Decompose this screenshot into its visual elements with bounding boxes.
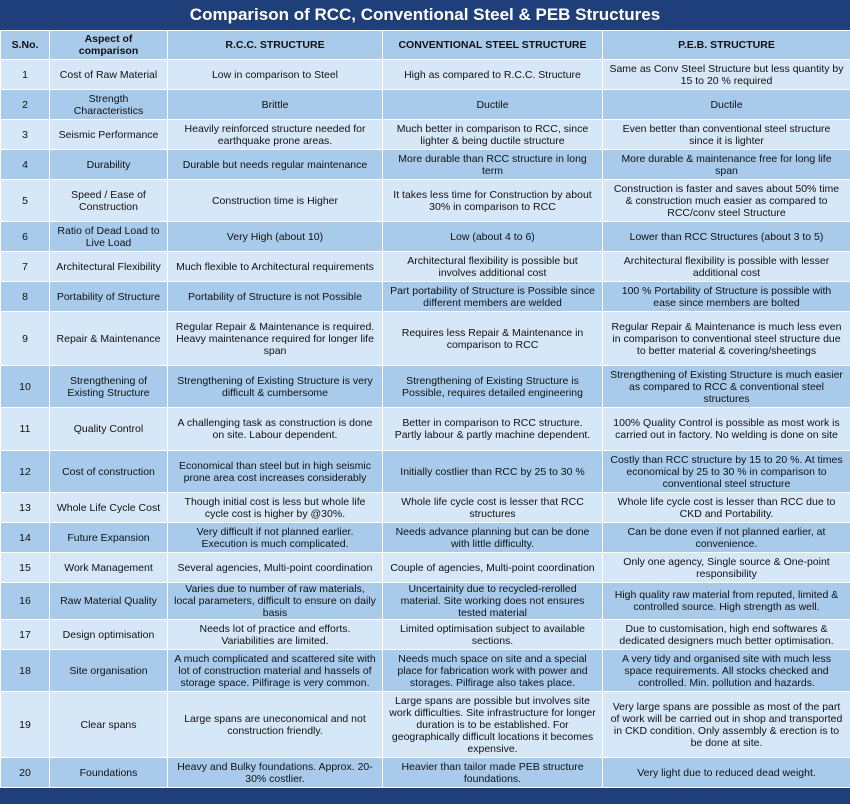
table-row [1, 60, 850, 90]
cell-steel: Ductile [383, 90, 603, 120]
cell-rcc: Varies due to number of raw materials, local parameters, difficult to ensure on daily basis [168, 583, 383, 620]
cell-steel: High as compared to R.C.C. Structure [383, 60, 603, 90]
comparison-table [0, 30, 850, 788]
cell-sno: 11 [1, 408, 50, 451]
table-row [1, 493, 850, 523]
table-row [1, 150, 850, 180]
table-header-row [1, 31, 850, 60]
cell-steel: Initially costlier than RCC by 25 to 30 % [383, 451, 603, 493]
cell-aspect: Site organisation [50, 650, 168, 692]
cell-rcc: Low in comparison to Steel [168, 60, 383, 90]
cell-steel: Requires less Repair & Maintenance in comparison to RCC [383, 312, 603, 366]
cell-steel: Whole life cycle cost is lesser that RCC structures [383, 493, 603, 523]
cell-rcc: Construction time is Higher [168, 180, 383, 222]
cell-aspect: Portability of Structure [50, 282, 168, 312]
cell-peb: Same as Conv Steel Structure but less quantity by 15 to 20 % required [603, 60, 850, 90]
header-sno: S.No. [1, 31, 50, 60]
cell-aspect: Quality Control [50, 408, 168, 451]
cell-aspect: Seismic Performance [50, 120, 168, 150]
cell-aspect: Whole Life Cycle Cost [50, 493, 168, 523]
cell-peb: Strengthening of Existing Structure is much easier as compared to RCC & conventional steel structures [603, 366, 850, 408]
cell-aspect: Clear spans [50, 692, 168, 758]
cell-rcc: Portability of Structure is not Possible [168, 282, 383, 312]
cell-steel: Large spans are possible but involves site work difficulties. Site infrastructure for longer duration is to be established. For geographically difficult locations it becomes expensive. [383, 692, 603, 758]
cell-sno: 3 [1, 120, 50, 150]
cell-peb: A very tidy and organised site with much less space requirements. All stocks checked and controlled. Min. pollution and hazards. [603, 650, 850, 692]
table-row [1, 180, 850, 222]
cell-steel: Part portability of Structure is Possible since different members are welded [383, 282, 603, 312]
cell-sno: 12 [1, 451, 50, 493]
cell-sno: 9 [1, 312, 50, 366]
cell-steel: Couple of agencies, Multi-point coordination [383, 553, 603, 583]
cell-steel: Low (about 4 to 6) [383, 222, 603, 252]
cell-peb: Regular Repair & Maintenance is much less even in comparison to conventional steel structure due to better material & covering/sheetings [603, 312, 850, 366]
cell-rcc: Very High (about 10) [168, 222, 383, 252]
cell-peb: Only one agency, Single source & One-point responsibility [603, 553, 850, 583]
cell-steel: Heavier than tailor made PEB structure foundations. [383, 758, 603, 788]
table-row [1, 222, 850, 252]
cell-aspect: Durability [50, 150, 168, 180]
cell-aspect: Work Management [50, 553, 168, 583]
header-peb: P.E.B. STRUCTURE [603, 31, 850, 60]
table-row [1, 692, 850, 758]
table-row [1, 523, 850, 553]
cell-aspect: Architectural Flexibility [50, 252, 168, 282]
table-row [1, 408, 850, 451]
table-row [1, 120, 850, 150]
cell-rcc: Heavily reinforced structure needed for earthquake prone areas. [168, 120, 383, 150]
cell-rcc: Regular Repair & Maintenance is required. Heavy maintenance required for longer life span [168, 312, 383, 366]
cell-rcc: Brittle [168, 90, 383, 120]
cell-aspect: Foundations [50, 758, 168, 788]
page-title: Comparison of RCC, Conventional Steel & PEB Structures [0, 0, 850, 30]
table-row [1, 90, 850, 120]
header-rcc: R.C.C. STRUCTURE [168, 31, 383, 60]
cell-peb: High quality raw material from reputed, limited & controlled source. High strength as well. [603, 583, 850, 620]
cell-peb: Ductile [603, 90, 850, 120]
cell-peb: Can be done even if not planned earlier, at convenience. [603, 523, 850, 553]
cell-sno: 17 [1, 620, 50, 650]
cell-rcc: Heavy and Bulky foundations. Approx. 20-30% costlier. [168, 758, 383, 788]
cell-aspect: Speed / Ease of Construction [50, 180, 168, 222]
cell-steel: Needs advance planning but can be done with little difficulty. [383, 523, 603, 553]
cell-steel: Strengthening of Existing Structure is Possible, requires detailed engineering [383, 366, 603, 408]
table-row [1, 650, 850, 692]
cell-aspect: Ratio of Dead Load to Live Load [50, 222, 168, 252]
cell-sno: 7 [1, 252, 50, 282]
cell-steel: Uncertainity due to recycled-rerolled material. Site working does not ensures tested material [383, 583, 603, 620]
cell-rcc: Though initial cost is less but whole life cycle cost is higher by @30%. [168, 493, 383, 523]
cell-sno: 15 [1, 553, 50, 583]
cell-sno: 13 [1, 493, 50, 523]
header-aspect: Aspect of comparison [50, 31, 168, 60]
cell-peb: Whole life cycle cost is lesser than RCC due to CKD and Portability. [603, 493, 850, 523]
cell-peb: Architectural flexibility is possible with lesser additional cost [603, 252, 850, 282]
cell-sno: 18 [1, 650, 50, 692]
header-steel: CONVENTIONAL STEEL STRUCTURE [383, 31, 603, 60]
cell-sno: 16 [1, 583, 50, 620]
cell-aspect: Design optimisation [50, 620, 168, 650]
cell-steel: Much better in comparison to RCC, since lighter & being ductile structure [383, 120, 603, 150]
cell-aspect: Repair & Maintenance [50, 312, 168, 366]
cell-sno: 20 [1, 758, 50, 788]
table-row [1, 312, 850, 366]
cell-sno: 1 [1, 60, 50, 90]
cell-steel: It takes less time for Construction by about 30% in comparison to RCC [383, 180, 603, 222]
cell-peb: Construction is faster and saves about 50% time & construction much easier as compared to RCC/conv steel Structure [603, 180, 850, 222]
table-row [1, 620, 850, 650]
cell-sno: 8 [1, 282, 50, 312]
cell-sno: 14 [1, 523, 50, 553]
cell-sno: 5 [1, 180, 50, 222]
cell-sno: 6 [1, 222, 50, 252]
cell-rcc: Much flexible to Architectural requirements [168, 252, 383, 282]
cell-peb: Very light due to reduced dead weight. [603, 758, 850, 788]
table-row [1, 366, 850, 408]
table-row [1, 451, 850, 493]
cell-sno: 19 [1, 692, 50, 758]
cell-aspect: Raw Material Quality [50, 583, 168, 620]
cell-peb: Lower than RCC Structures (about 3 to 5) [603, 222, 850, 252]
cell-rcc: A challenging task as construction is done on site. Labour dependent. [168, 408, 383, 451]
cell-steel: Needs much space on site and a special place for fabrication work with power and storages. Pilfirage also takes place. [383, 650, 603, 692]
cell-peb: 100% Quality Control is possible as most work is carried out in factory. No welding is done on site [603, 408, 850, 451]
table-row [1, 252, 850, 282]
cell-rcc: Durable but needs regular maintenance [168, 150, 383, 180]
cell-sno: 2 [1, 90, 50, 120]
cell-rcc: A much complicated and scattered site with lot of construction material and hassels of storage space. Pilfirage is very common. [168, 650, 383, 692]
cell-steel: Limited optimisation subject to available sections. [383, 620, 603, 650]
table-row [1, 583, 850, 620]
cell-rcc: Strengthening of Existing Structure is very difficult & cumbersome [168, 366, 383, 408]
cell-peb: Costly than RCC structure by 15 to 20 %. At times economical by 25 to 30 % in comparison to conventional steel structure [603, 451, 850, 493]
table-row [1, 758, 850, 788]
cell-steel: Architectural flexibility is possible but involves additional cost [383, 252, 603, 282]
cell-aspect: Future Expansion [50, 523, 168, 553]
cell-aspect: Cost of construction [50, 451, 168, 493]
cell-steel: Better in comparison to RCC structure. Partly labour & partly machine dependent. [383, 408, 603, 451]
cell-peb: 100 % Portability of Structure is possible with ease since members are bolted [603, 282, 850, 312]
table-row [1, 553, 850, 583]
table-row [1, 282, 850, 312]
cell-sno: 4 [1, 150, 50, 180]
cell-aspect: Strengthening of Existing Structure [50, 366, 168, 408]
cell-steel: More durable than RCC structure in long term [383, 150, 603, 180]
cell-peb: Even better than conventional steel structure since it is lighter [603, 120, 850, 150]
cell-rcc: Economical than steel but in high seismic prone area cost increases considerably [168, 451, 383, 493]
cell-rcc: Several agencies, Multi-point coordination [168, 553, 383, 583]
cell-peb: More durable & maintenance free for long life span [603, 150, 850, 180]
cell-rcc: Very difficult if not planned earlier. Execution is much complicated. [168, 523, 383, 553]
cell-sno: 10 [1, 366, 50, 408]
cell-rcc: Needs lot of practice and efforts. Variabilities are limited. [168, 620, 383, 650]
cell-peb: Due to customisation, high end softwares & dedicated designers much better optimisation. [603, 620, 850, 650]
cell-aspect: Cost of Raw Material [50, 60, 168, 90]
cell-peb: Very large spans are possible as most of the part of work will be carried out in shop and transported in CKD condition. Only assembly & erection is to be done at site. [603, 692, 850, 758]
cell-aspect: Strength Characteristics [50, 90, 168, 120]
cell-rcc: Large spans are uneconomical and not construction friendly. [168, 692, 383, 758]
